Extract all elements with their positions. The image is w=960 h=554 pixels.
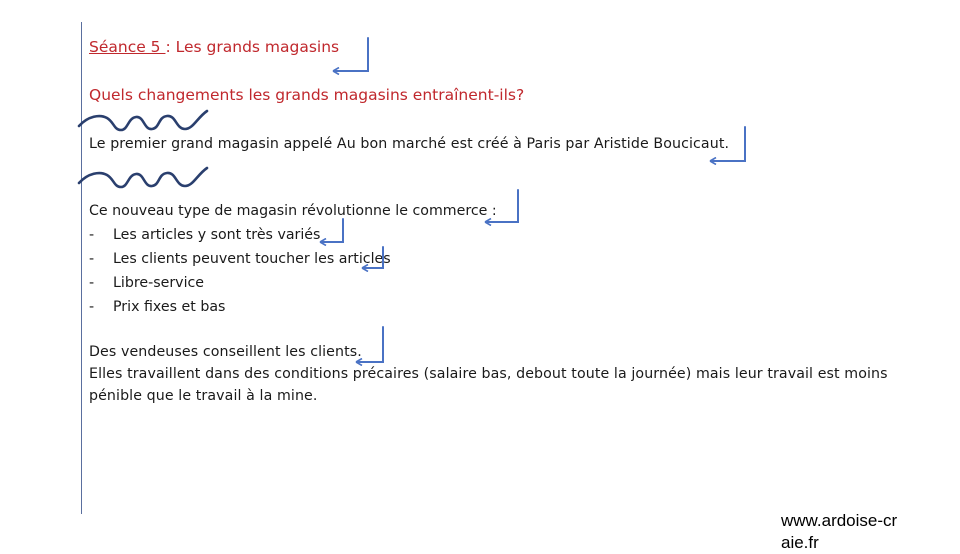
list-item	[89, 247, 497, 271]
list-dash: -	[89, 275, 95, 291]
paragraph-saleswomen-line-2: Elles travaillent dans des conditions précaires (salaire bas, debout toute la journée) mais leur travail est moins	[89, 366, 888, 382]
lesson-question: Quels changements les grands magasins entraînent-ils?	[89, 86, 525, 104]
list-dash: -	[89, 299, 95, 315]
list-item	[89, 295, 497, 319]
paragraph-saleswomen-line-1: Des vendeuses conseillent les clients.	[89, 344, 362, 360]
page-title	[89, 38, 339, 56]
scribble-separator-icon	[79, 168, 207, 187]
list-dash: -	[89, 251, 95, 267]
seance-topic: : Les grands magasins	[165, 38, 340, 56]
scribble-separator-icon	[79, 111, 207, 130]
paragraph-saleswomen-line-3: pénible que le travail à la mine.	[89, 388, 318, 404]
seance-label: Séance 5	[89, 38, 166, 56]
list-item	[89, 223, 497, 247]
list-intro	[89, 199, 497, 223]
list-intro-text: Ce nouveau type de magasin révolutionne le commerce :	[89, 203, 497, 219]
list-item-text: Prix fixes et bas	[113, 299, 226, 315]
list-item-text: Les clients peuvent toucher les articles	[113, 251, 391, 267]
list-item-text: Libre-service	[113, 275, 205, 291]
list-item	[89, 271, 497, 295]
watermark-site: www.ardoise-craie.fr	[781, 511, 898, 552]
paragraph-first-store: Le premier grand magasin appelé Au bon marché est créé à Paris par Aristide Boucicaut.	[89, 136, 730, 152]
list-item-text: Les articles y sont très variés	[113, 227, 321, 243]
list-dash: -	[89, 227, 95, 243]
innovation-list	[89, 199, 497, 319]
margin-line	[81, 22, 82, 514]
